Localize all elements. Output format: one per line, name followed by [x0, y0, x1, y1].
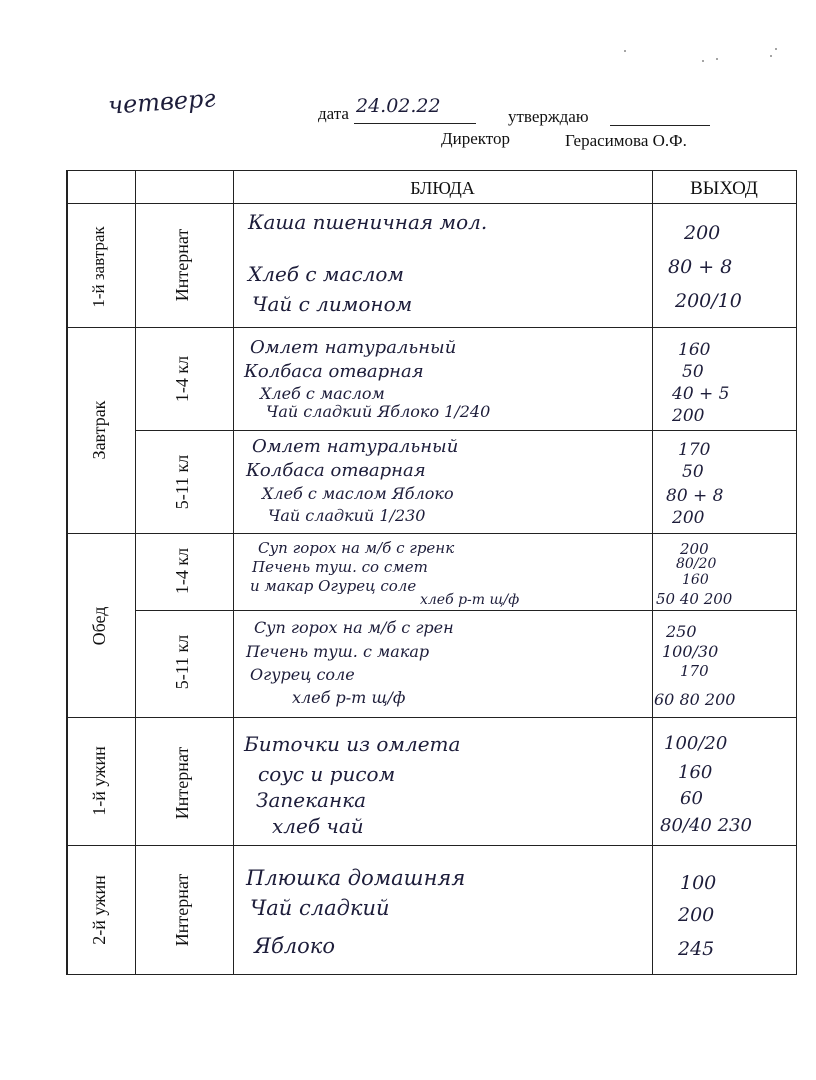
output-value: 170	[678, 440, 711, 460]
dish-item: Каша пшеничная мол.	[248, 210, 488, 234]
dish-item: хлеб чай	[272, 814, 364, 838]
meal-label-dinner1: 1-й ужин	[89, 746, 109, 816]
dish-item: Колбаса отварная	[244, 361, 424, 382]
dish-item: Плюшка домашняя	[246, 866, 466, 890]
output-value: 250	[666, 622, 697, 641]
meal-label-breakfast1: 1-й завтрак	[89, 226, 108, 308]
output-value: 80/40 230	[660, 815, 752, 836]
dish-item: хлеб р-т щ/ф	[420, 592, 520, 608]
date-value: 24.02.22	[356, 95, 441, 117]
dish-item: Чай с лимоном	[252, 292, 413, 316]
director-name: Герасимова О.Ф.	[565, 131, 687, 150]
meal-label-breakfast: Завтрак	[89, 400, 109, 460]
date-label: дата	[318, 104, 349, 123]
meal-label-dinner2: 2-й ужин	[89, 875, 109, 945]
dish-item: Печень туш. с макар	[246, 642, 430, 661]
output-value: 50	[682, 362, 704, 382]
group-label-dinner1: Интернат	[172, 746, 192, 820]
output-value: 200	[680, 540, 709, 558]
dish-item: Чай сладкий Яблоко 1/240	[266, 402, 491, 421]
group-label-breakfast-1-4: 1-4 кл	[172, 355, 192, 403]
output-value: 200	[672, 508, 705, 528]
dish-item: Чай сладкий	[250, 896, 390, 920]
output-value: 200	[678, 904, 715, 926]
meal-label-lunch: Обед	[89, 606, 109, 646]
dish-item: Суп горох на м/б с гренк	[258, 539, 455, 557]
dish-item: и макар Огурец соле	[250, 577, 417, 595]
dish-item: Колбаса отварная	[246, 460, 426, 481]
column-header-dishes: БЛЮДА	[410, 178, 475, 198]
output-value: 80/20	[676, 556, 717, 572]
output-value: 60 80 200	[654, 690, 736, 709]
dish-item: Чай сладкий 1/230	[268, 506, 426, 525]
output-value: 100	[680, 872, 717, 894]
dish-item: Яблоко	[254, 934, 335, 958]
day-of-week-handwritten: четверг	[107, 84, 217, 120]
output-value: 160	[682, 572, 709, 588]
group-label-dinner2: Интернат	[172, 873, 192, 947]
output-value: 170	[680, 662, 709, 680]
approve-label: утверждаю	[508, 107, 589, 126]
group-label-breakfast1: Интернат	[172, 228, 192, 302]
output-value: 40 + 5	[672, 384, 730, 404]
dish-item: Биточки из омлета	[244, 732, 461, 756]
dish-item: Хлеб с маслом Яблоко	[262, 484, 454, 503]
dish-item: Суп горох на м/б с грен	[254, 618, 454, 637]
output-value: 160	[678, 340, 711, 360]
dish-item: Омлет натуральный	[252, 436, 459, 457]
group-label-lunch-1-4: 1-4 кл	[172, 547, 192, 595]
dish-item: Печень туш. со смет	[252, 558, 428, 576]
output-value: 80 + 8	[668, 256, 733, 278]
output-value: 160	[678, 762, 713, 783]
output-value: 50 40 200	[656, 590, 733, 608]
dish-item: Огурец соле	[250, 665, 355, 684]
output-value: 200/10	[675, 290, 742, 312]
output-value: 100/20	[664, 733, 728, 754]
output-value: 200	[672, 406, 705, 426]
group-label-breakfast-5-11: 5-11 кл	[172, 454, 192, 510]
group-label-lunch-5-11: 5-11 кл	[172, 634, 192, 690]
output-value: 80 + 8	[666, 486, 724, 506]
director-label: Директор	[441, 129, 510, 148]
dish-item: соус и рисом	[258, 762, 396, 786]
output-value: 60	[680, 788, 703, 809]
output-value: 245	[678, 938, 715, 960]
output-value: 50	[682, 462, 704, 482]
dish-item: Омлет натуральный	[250, 337, 457, 358]
column-header-output: ВЫХОД	[690, 178, 758, 199]
dish-item: хлеб р-т щ/ф	[292, 688, 406, 707]
dish-item: Запеканка	[256, 788, 367, 812]
output-value: 100/30	[662, 642, 719, 661]
dish-item: Хлеб с маслом	[248, 262, 404, 286]
output-value: 200	[684, 222, 721, 244]
dish-item: Хлеб с маслом	[260, 384, 385, 403]
